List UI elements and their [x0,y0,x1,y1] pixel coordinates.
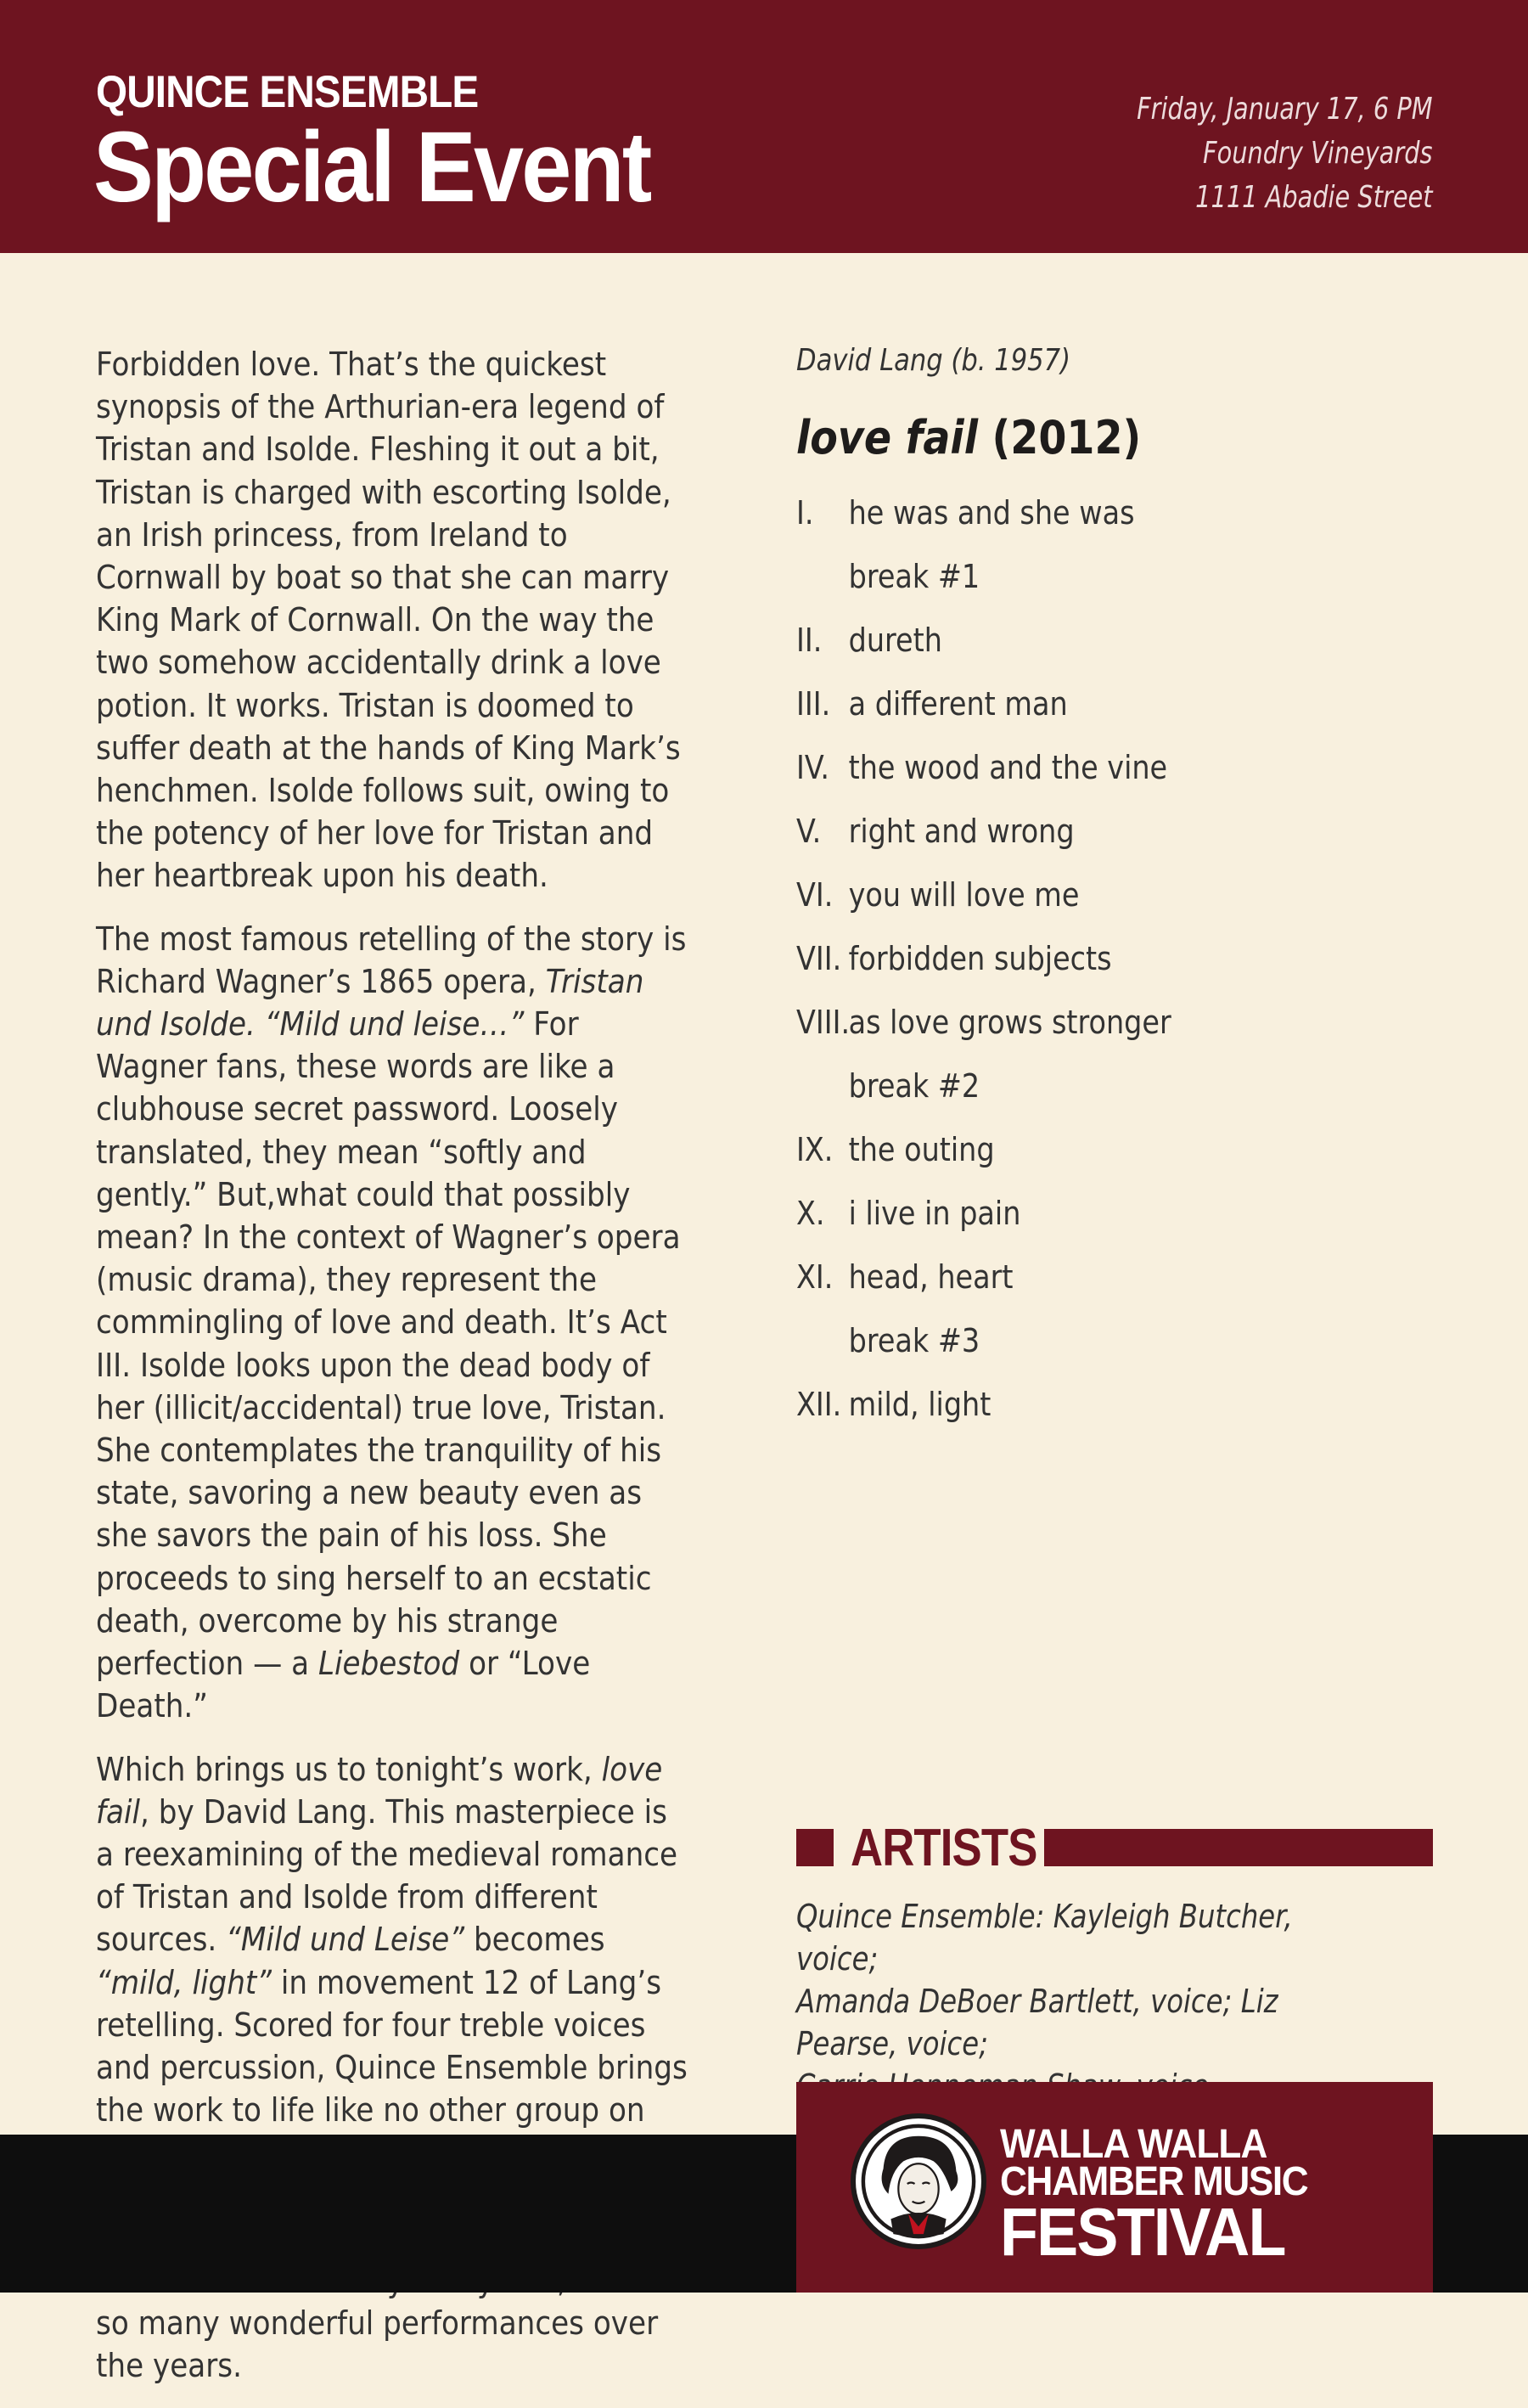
event-details [1138,87,1433,220]
header-banner [0,0,1528,253]
event-venue: Foundry Vineyards [1203,136,1433,171]
movement-title: he was and she was [848,494,1135,532]
movement-number: IX. [796,1131,834,1168]
beethoven-emblem-icon [851,2113,986,2249]
notes-italic: Tristan und Isolde. “Mild und leise…” [96,962,644,1044]
movement-row [796,1004,1364,1067]
movement-title: you will love me [848,876,1080,914]
movement-title: dureth [848,622,942,659]
event-address: 1111 Abadie Street [1195,180,1433,215]
movement-title: forbidden subjects [848,940,1112,977]
notes-text: For Wagner fans, these words are like a clubhouse secret password. Loosely translated, they mean “softly and gently.” But,what could that possibly mean? In the context of Wagner’s opera (music drama), they represent the commingling of love and death. It’s Act III. Isolde looks upon the dead body of her (illicit/accidental) true love, Tristan. She contemplates the tranquility of his state, savoring a new beauty even as she savors the pain of his loss. She proceeds to sing herself to an ecstatic death, overcome by his strange perfection — a [96,1005,681,1683]
movement-number: X. [796,1195,825,1232]
movement-title: head, heart [848,1258,1014,1296]
movement-row [796,1195,1364,1258]
festival-line-3: FESTIVAL [1000,2194,1285,2270]
notes-text: , by David Lang. This masterpiece is a reexamining of the medieval romance of Tristan and Isolde from different sources. [96,1792,678,1959]
artists-line: Amanda DeBoer Bartlett, voice; Liz Pearse, voice; [796,1983,1278,2062]
movement-row [796,1322,1364,1386]
movement-row [796,749,1364,813]
notes-text: in movement 12 of Lang’s retelling. Scored for four treble voices and percussion, Quince Ensemble brings the work to life like no other group on so many wonderful performances over the years. [96,1963,688,2385]
movement-row [796,685,1364,749]
movement-title: break #1 [848,558,980,595]
work-year: (2012) [992,411,1142,464]
movement-title: as love grows stronger [848,1004,1171,1041]
artists-heading [796,1819,1433,1877]
movement-title: a different man [848,685,1068,723]
notes-text: or “Love Death.” [96,1645,591,1725]
movement-number: VII. [796,940,842,977]
movement-title: break #3 [848,1322,980,1359]
notes-text: The most famous retelling of the story is Richard Wagner’s 1865 opera, [96,920,687,1000]
movement-number: I. [796,494,814,532]
ensemble-name: QUINCE ENSEMBLE [96,67,479,117]
notes-paragraph-1: Forbidden love. That’s the quickest synopsis of the Arthurian-era legend of Tristan and Isolde. Fleshing it out a bit, Tristan is charged with escorting Isolde, an Irish princess, from Ireland to Cornwall by boat so that she can marry King Mark of Cornwall. On the way the two somehow accidentally drink a love potion. It works. Tristan is doomed to suffer death at the hands of King Mark’s henchmen. Isolde follows suit, owing to the potency of her love for Tristan and her heartbreak upon his death. [96,346,681,895]
artists-line: Quince Ensemble: Kayleigh Butcher, voice; [796,1898,1293,1978]
program-notes [96,343,692,2408]
movement-number: VIII. [796,1004,851,1041]
emblem-drawing [856,2118,981,2244]
festival-line-1: WALLA WALLA [1000,2122,1267,2167]
work-title [796,411,1141,464]
festival-name [1000,2122,1308,2270]
movement-row [796,1131,1364,1195]
movement-number: XII. [796,1386,842,1423]
composer-name: David Lang (b. 1957) [796,343,1071,378]
movement-number: III. [796,685,831,723]
movement-row [796,494,1364,558]
movement-row [796,558,1364,622]
movement-list [796,494,1364,1449]
notes-text: Which brings us to tonight’s work, [96,1750,602,1788]
movement-title: i live in pain [848,1195,1021,1232]
movement-row [796,1386,1364,1449]
movement-row [796,1067,1364,1131]
festival-logo-box [796,2082,1433,2293]
event-date: Friday, January 17, 6 PM [1137,92,1433,127]
movement-title: break #2 [848,1067,980,1105]
work-name: love fail [796,411,979,464]
movement-row [796,940,1364,1004]
artists-label: ARTISTS [851,1819,1037,1877]
heading-square [796,1829,834,1866]
movement-title: the outing [848,1131,995,1168]
movement-title: right and wrong [848,813,1075,850]
movement-title: mild, light [848,1386,992,1423]
movement-number: XI. [796,1258,834,1296]
movement-number: II. [796,622,823,659]
movement-row [796,622,1364,685]
movement-row [796,876,1364,940]
movement-number: IV. [796,749,830,786]
notes-paragraph-2 [96,918,692,1728]
event-title: Special Event [93,111,650,223]
movement-row [796,1258,1364,1322]
notes-italic: “mild, light” [96,1963,272,2001]
artists-list [796,1895,1374,2107]
movement-row [796,813,1364,876]
notes-italic: love fail [96,1750,663,1831]
movement-title: the wood and the vine [848,749,1168,786]
movement-number: V. [796,813,822,850]
notes-italic: Liebestod [317,1645,460,1683]
notes-text: becomes [464,1921,605,1959]
notes-italic: “Mild und Leise” [226,1921,465,1959]
movement-number: VI. [796,876,834,914]
festival-line-2: CHAMBER MUSIC [1000,2159,1308,2204]
heading-rule [1044,1829,1433,1866]
